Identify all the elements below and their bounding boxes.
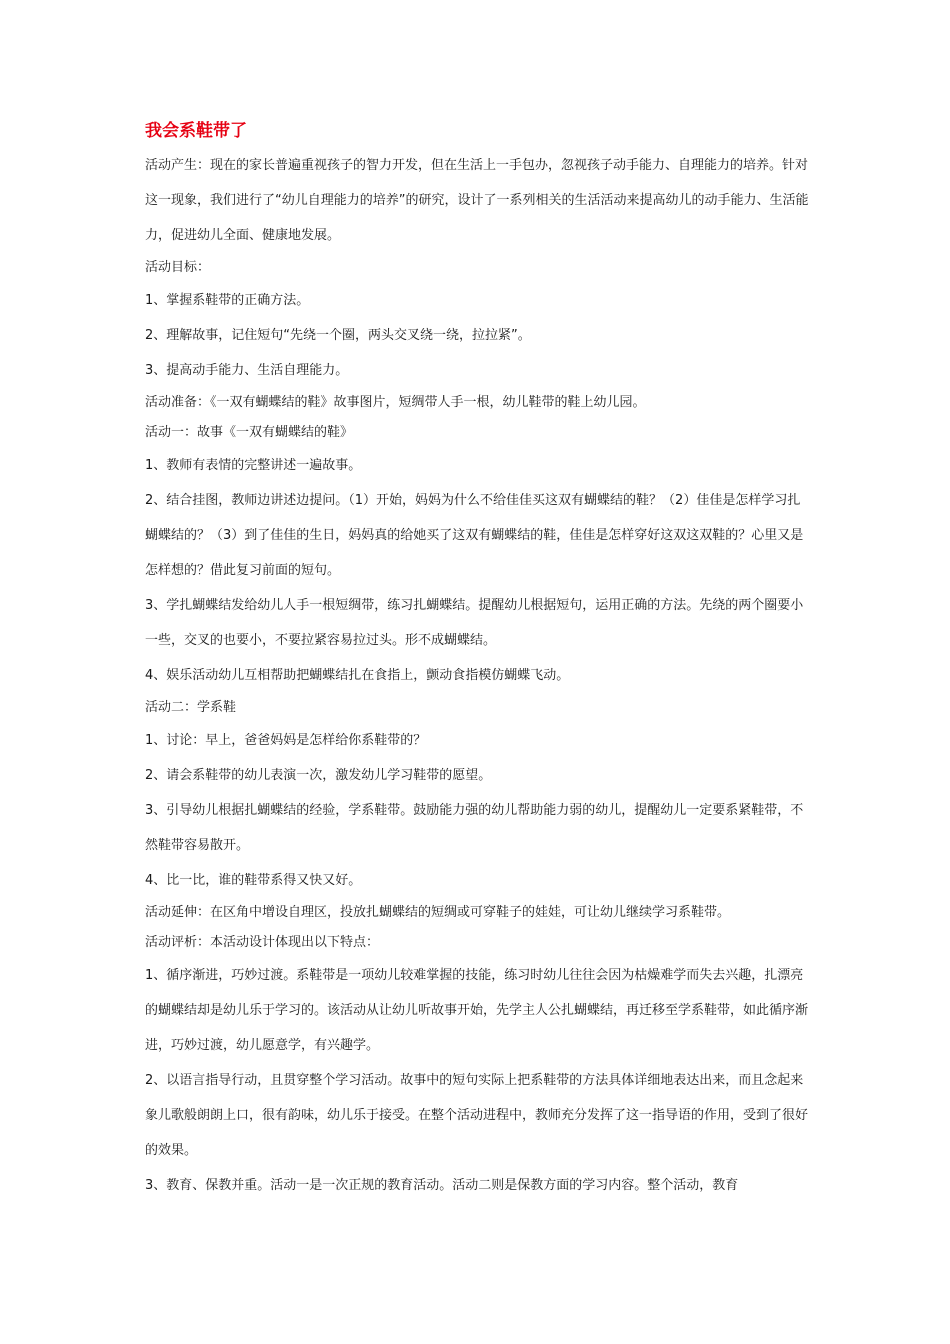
paragraph-goal-2: 2、理解故事，记住短句“先绕一个圈，两头交叉绕一绕，拉拉紧”。 xyxy=(145,328,531,343)
paragraph-activity-one-heading: 活动一：故事《一双有蝴蝶结的鞋》 xyxy=(145,425,354,440)
paragraph-evaluation-heading: 活动评析：本活动设计体现出以下特点： xyxy=(145,935,380,950)
paragraph-activity-origin: 活动产生：现在的家长普遍重视孩子的智力开发，但在生活上一手包办，忽视孩子动手能力、自理能力的培养。针对这一现象，我们进行了“幼儿自理能力的培养”的研究，设计了一系列相关的生活活动来提高幼儿的动手能力、生活能力，促进幼儿全面、健康地发展。 xyxy=(145,158,809,243)
paragraph-activity-one-step-2: 2、结合挂图，教师边讲述边提问。（1）开始，妈妈为什么不给佳佳买这双有蝴蝶结的鞋？（2）佳佳是怎样学习扎蝴蝶结的？（3）到了佳佳的生日，妈妈真的给她买了这双有蝴蝶结的鞋，佳佳是怎样穿好这双这双鞋的？心里又是怎样想的？借此复习前面的短句。 xyxy=(145,493,804,578)
paragraph-goals-heading: 活动目标： xyxy=(145,260,211,275)
document-title: 我会系鞋带了 xyxy=(145,121,247,141)
paragraph-activity-two-step-2: 2、请会系鞋带的幼儿表演一次，激发幼儿学习鞋带的愿望。 xyxy=(145,768,492,783)
document-page xyxy=(145,120,810,1203)
paragraph-evaluation-1: 1、循序渐进，巧妙过渡。系鞋带是一项幼儿较难掌握的技能，练习时幼儿往往会因为枯燥难学而失去兴趣，扎漂亮的蝴蝶结却是幼儿乐于学习的。该活动从让幼儿听故事开始，先学主人公扎蝴蝶结，再迁移至学系鞋带，如此循序渐进，巧妙过渡，幼儿愿意学，有兴趣学。 xyxy=(145,968,809,1053)
paragraph-activity-two-step-4: 4、比一比，谁的鞋带系得又快又好。 xyxy=(145,873,362,888)
paragraph-extension: 活动延伸：在区角中增设自理区，投放扎蝴蝶结的短绸或可穿鞋子的娃娃，可让幼儿继续学习系鞋带。 xyxy=(145,905,731,920)
paragraph-evaluation-2: 2、以语言指导行动，且贯穿整个学习活动。故事中的短句实际上把系鞋带的方法具体详细地表达出来，而且念起来象儿歌般朗朗上口，很有韵味，幼儿乐于接受。在整个活动进程中，教师充分发挥了这一指导语的作用，受到了很好的效果。 xyxy=(145,1073,809,1158)
paragraph-activity-one-step-4: 4、娱乐活动幼儿互相帮助把蝴蝶结扎在食指上，颤动食指模仿蝴蝶飞动。 xyxy=(145,668,570,683)
paragraph-goal-3: 3、提高动手能力、生活自理能力。 xyxy=(145,363,349,378)
paragraph-activity-one-step-1: 1、教师有表情的完整讲述一遍故事。 xyxy=(145,458,362,473)
paragraph-activity-two-step-1: 1、讨论：早上，爸爸妈妈是怎样给你系鞋带的？ xyxy=(145,733,427,748)
paragraph-activity-two-step-3: 3、引导幼儿根据扎蝴蝶结的经验，学系鞋带。鼓励能力强的幼儿帮助能力弱的幼儿，提醒幼儿一定要系紧鞋带，不然鞋带容易散开。 xyxy=(145,803,804,853)
paragraph-preparation: 活动准备：《一双有蝴蝶结的鞋》故事图片，短绸带人手一根，幼儿鞋带的鞋上幼儿园。 xyxy=(145,395,646,410)
paragraph-activity-one-step-3: 3、学扎蝴蝶结发给幼儿人手一根短绸带，练习扎蝴蝶结。提醒幼儿根据短句，运用正确的方法。先绕的两个圈要小一些，交叉的也要小，不要拉紧容易拉过头。形不成蝴蝶结。 xyxy=(145,598,804,648)
paragraph-activity-two-heading: 活动二：学系鞋 xyxy=(145,700,237,715)
paragraph-evaluation-3: 3、教育、保教并重。活动一是一次正规的教育活动。活动二则是保教方面的学习内容。整个活动，教育 xyxy=(145,1178,739,1193)
paragraph-goal-1: 1、掌握系鞋带的正确方法。 xyxy=(145,293,310,308)
